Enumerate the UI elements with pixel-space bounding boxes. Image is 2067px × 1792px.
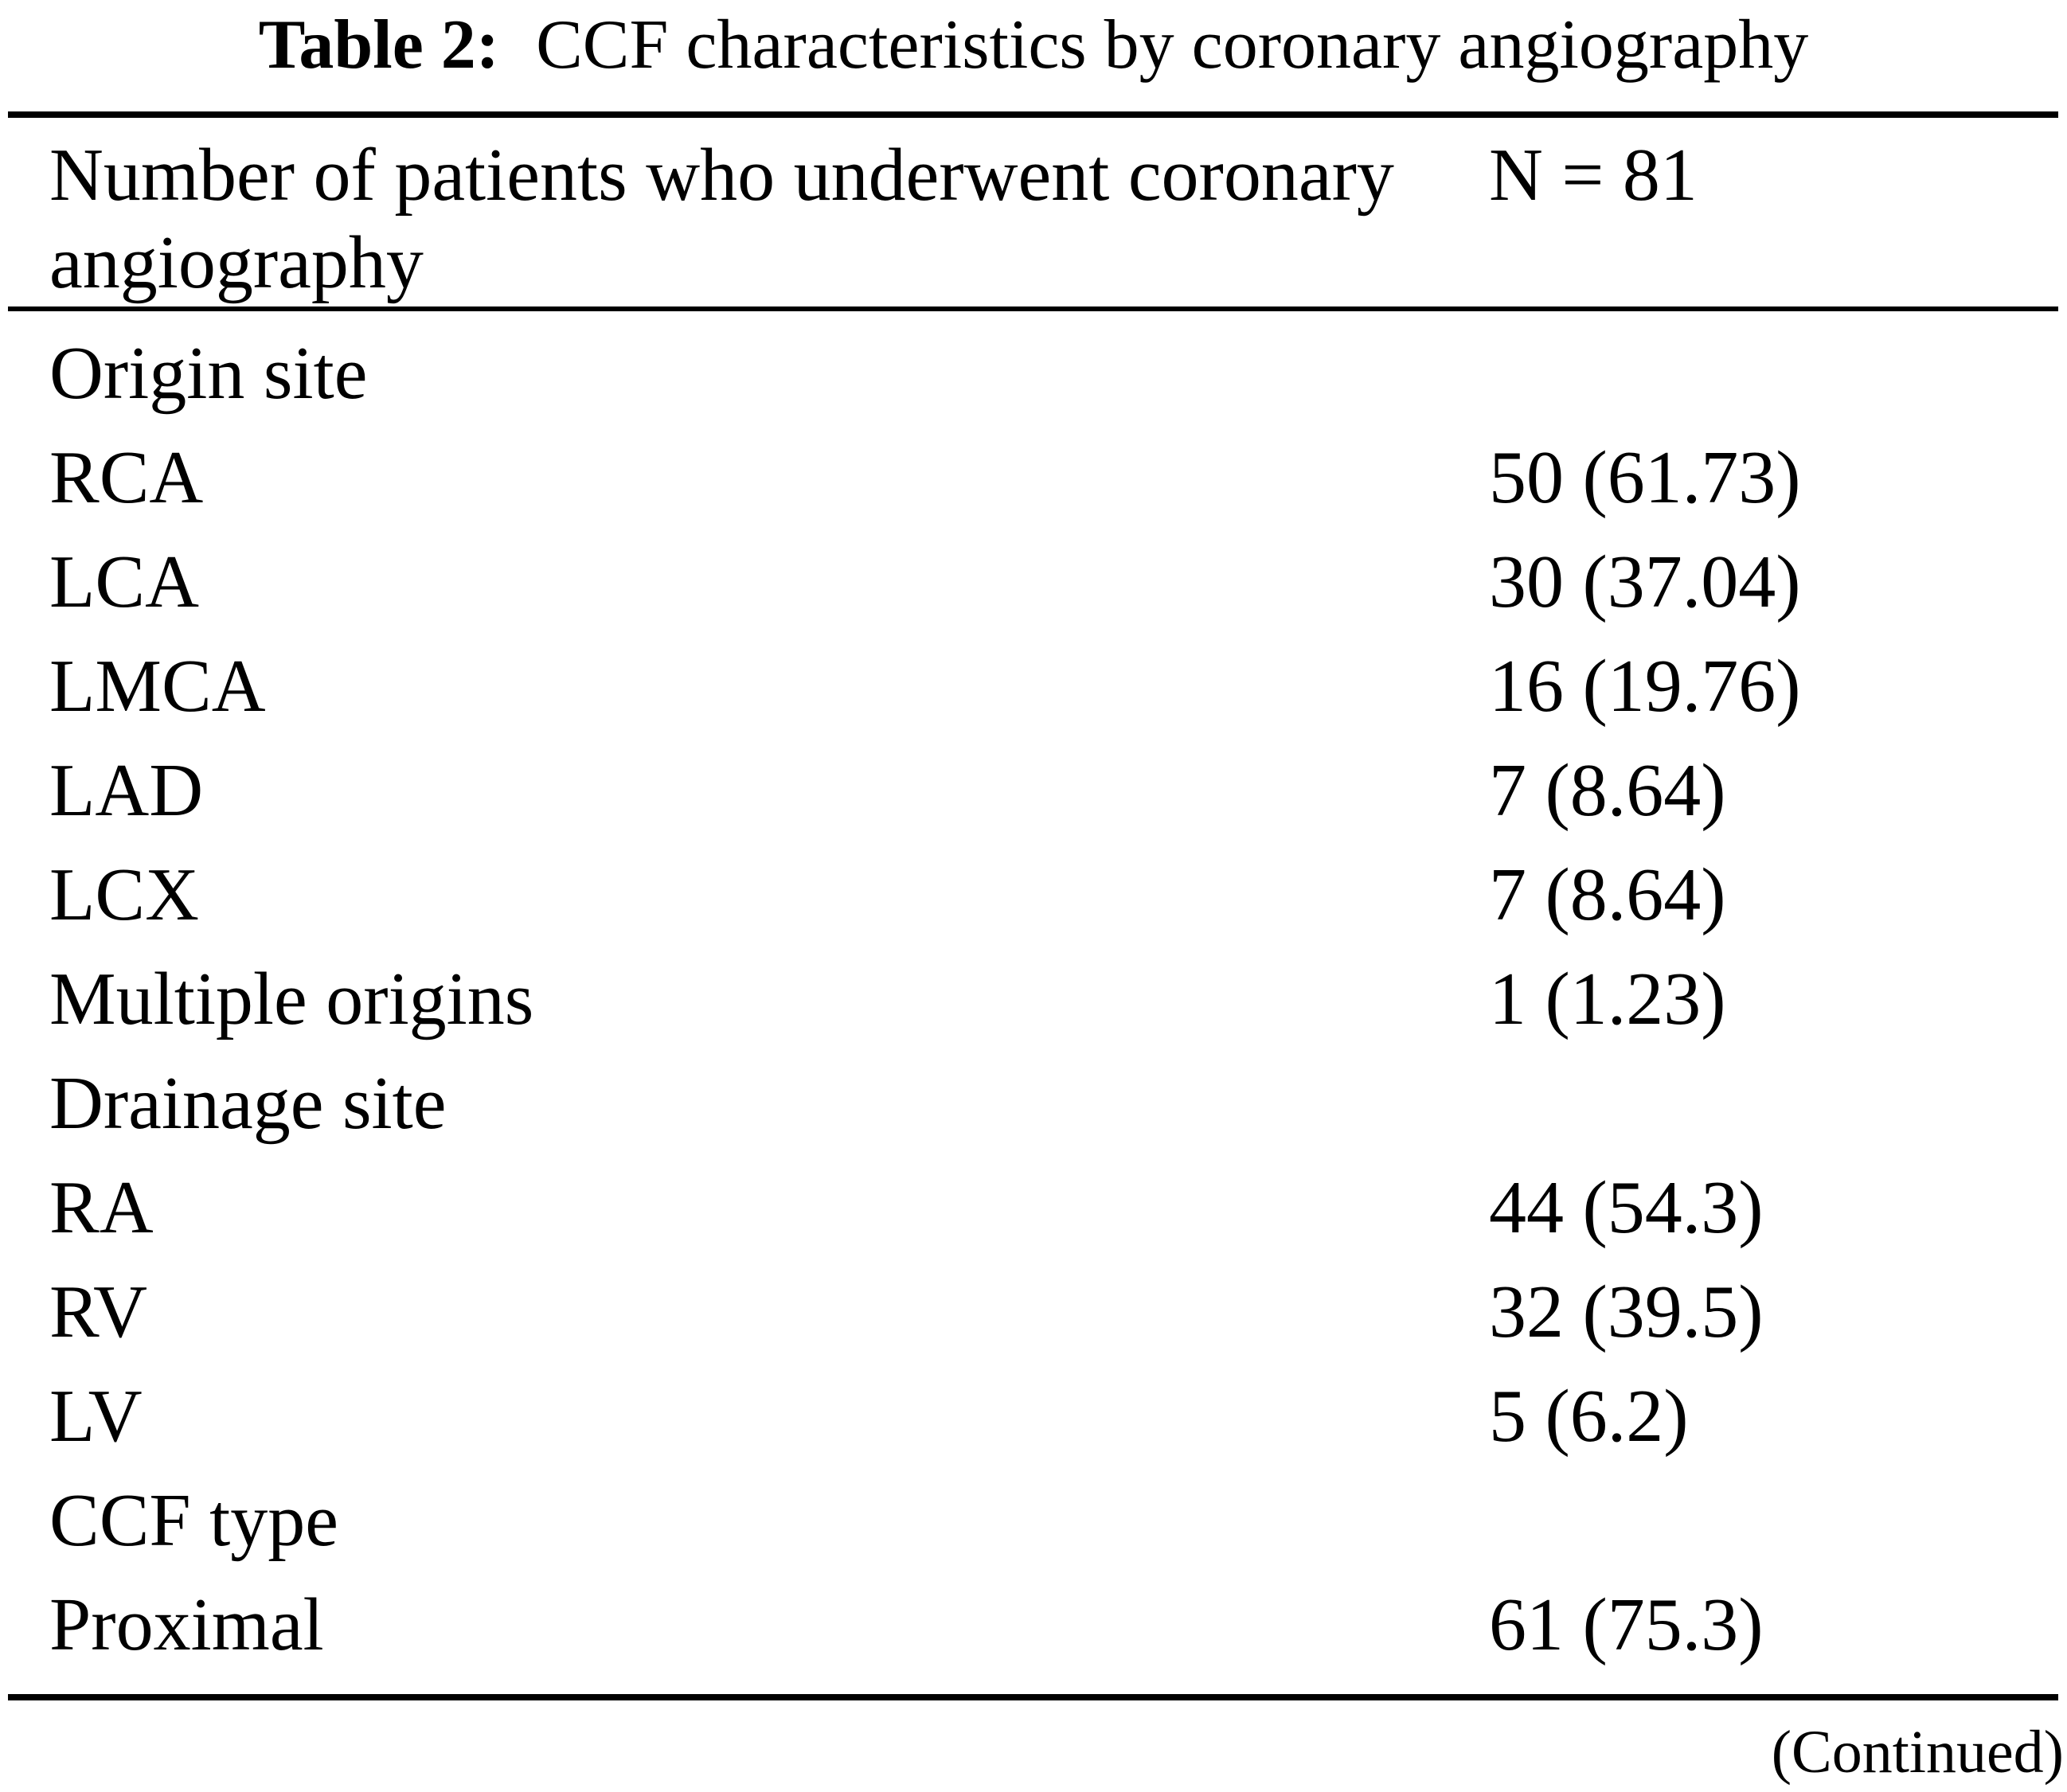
row-value bbox=[1489, 322, 2067, 426]
table-row-lmca bbox=[0, 634, 2067, 739]
row-label: LV bbox=[49, 1375, 143, 1458]
row-value: 5 (6.2) bbox=[1489, 1375, 1689, 1458]
table-row-drainage-site bbox=[0, 1052, 2067, 1156]
table-row-rv bbox=[0, 1260, 2067, 1364]
row-value: 16 (19.76) bbox=[1489, 645, 1801, 728]
row-value: 1 (1.23) bbox=[1489, 958, 1726, 1040]
row-value: 7 (8.64) bbox=[1489, 853, 1726, 936]
top-rule bbox=[8, 111, 2058, 118]
table-row-lcx bbox=[0, 843, 2067, 947]
row-value bbox=[1489, 1052, 2067, 1156]
row-label: LCA bbox=[49, 541, 199, 623]
table-number-label: Table 2: bbox=[258, 6, 500, 84]
row-label: LAD bbox=[49, 749, 204, 832]
row-value bbox=[1489, 1469, 2067, 1573]
header-value: N = 81 bbox=[1489, 134, 1698, 217]
row-label: LCX bbox=[49, 853, 199, 936]
table-row-origin-site bbox=[0, 322, 2067, 426]
row-label: RCA bbox=[49, 436, 204, 519]
row-label: RV bbox=[49, 1271, 148, 1353]
table-row-ccf-type bbox=[0, 1469, 2067, 1573]
table-row-lv bbox=[0, 1364, 2067, 1469]
table-header-row bbox=[0, 118, 2067, 306]
table-body bbox=[0, 311, 2067, 1677]
header-label: Number of patients who underwent coronary angiography bbox=[49, 134, 1394, 304]
row-label: Multiple origins bbox=[49, 958, 534, 1040]
row-label: RA bbox=[49, 1166, 154, 1249]
table-row-multiple-origins bbox=[0, 947, 2067, 1052]
row-value: 32 (39.5) bbox=[1489, 1271, 1764, 1353]
table-title-text: CCF characteristics by coronary angiography bbox=[536, 6, 1809, 84]
row-label: Drainage site bbox=[49, 1062, 447, 1145]
row-label: Proximal bbox=[49, 1583, 324, 1666]
table-row-ra bbox=[0, 1156, 2067, 1260]
row-label: CCF type bbox=[49, 1479, 339, 1562]
row-label: Origin site bbox=[49, 332, 368, 415]
table-row-proximal bbox=[0, 1573, 2067, 1677]
table-row-rca bbox=[0, 426, 2067, 530]
row-value: 44 (54.3) bbox=[1489, 1166, 1764, 1249]
row-value: 7 (8.64) bbox=[1489, 749, 1726, 832]
bottom-rule bbox=[8, 1694, 2058, 1700]
continued-note: (Continued) bbox=[1771, 1719, 2064, 1786]
table-row-lad bbox=[0, 739, 2067, 843]
row-value: 61 (75.3) bbox=[1489, 1583, 1764, 1666]
table-title bbox=[0, 0, 2067, 103]
row-value: 50 (61.73) bbox=[1489, 436, 1801, 519]
table-row-lca bbox=[0, 530, 2067, 634]
row-value: 30 (37.04) bbox=[1489, 541, 1801, 623]
row-label: LMCA bbox=[49, 645, 266, 728]
